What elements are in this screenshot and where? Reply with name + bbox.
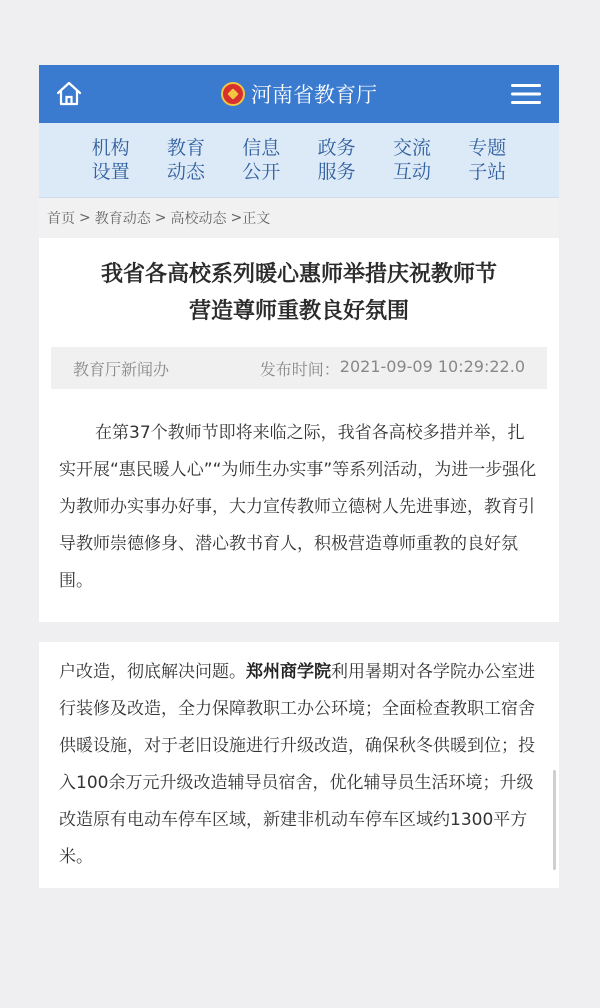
- nav-label: 交流: [392, 137, 431, 159]
- home-icon: [55, 80, 83, 108]
- home-button[interactable]: [55, 80, 83, 108]
- article-card: [39, 238, 559, 622]
- nav-item-special-sites[interactable]: [461, 136, 513, 184]
- nav-item-interaction[interactable]: [386, 136, 438, 184]
- breadcrumb-home[interactable]: 首页: [47, 211, 75, 227]
- nav-label: 教育: [166, 137, 205, 159]
- nav-item-info-disclosure[interactable]: [235, 136, 287, 184]
- article-publish-time: [260, 357, 525, 380]
- article-meta: [51, 347, 547, 389]
- nav-item-education-news[interactable]: [160, 136, 212, 184]
- top-bar: [39, 65, 559, 123]
- nav-label: 专题: [468, 137, 507, 159]
- section-gap: [39, 622, 559, 642]
- body-highlight: 郑州商学院: [246, 662, 331, 682]
- breadcrumb-university-news[interactable]: 高校动态: [170, 211, 227, 227]
- hamburger-menu-icon: [509, 80, 543, 108]
- national-emblem-icon: [221, 82, 245, 106]
- scrollbar[interactable]: [553, 770, 556, 870]
- site-brand[interactable]: [221, 79, 377, 109]
- article-intro-paragraph: 在第37个教师节即将来临之际，我省各高校多措并举，扎实开展“惠民暖人心”“为师生办实事”等系列活动，为进一步强化为教师办实事办好事，大力宣传教师立德树人先进事迹，教育引导教师崇德修身、潜心教书育人，积极营造尊师重教的良好氛围。: [59, 423, 537, 591]
- breadcrumb-separator: >: [79, 210, 91, 226]
- article-source: 教育厅新闻办: [73, 359, 170, 379]
- breadcrumb-separator: >: [154, 210, 167, 226]
- breadcrumb: [39, 198, 559, 238]
- article-body-card: [39, 642, 559, 888]
- article-title-line: 我省各高校系列暖心惠师举措庆祝教师节: [100, 262, 497, 287]
- body-text: 户改造，彻底解决问题。: [59, 662, 246, 682]
- nav-label: 机构: [91, 137, 130, 159]
- page-frame: [39, 65, 559, 888]
- nav-label: 服务: [317, 161, 356, 183]
- nav-item-gov-services[interactable]: [311, 136, 363, 184]
- publish-time-label: 发布时间：: [259, 359, 340, 379]
- article-body-paragraph: [59, 654, 539, 876]
- article-title-line: 营造尊师重教良好氛围: [188, 299, 409, 324]
- site-name: 河南省教育厅: [251, 83, 377, 107]
- publish-time-value: 2021-09-09 10:29:22.0: [339, 356, 525, 376]
- nav-label: 设置: [91, 161, 130, 183]
- breadcrumb-education-news[interactable]: 教育动态: [94, 211, 151, 227]
- nav-item-org[interactable]: [85, 136, 137, 184]
- breadcrumb-current: 正文: [242, 211, 271, 227]
- menu-button[interactable]: [509, 80, 543, 108]
- nav-label: 子站: [468, 161, 507, 183]
- nav-label: 政务: [317, 137, 356, 159]
- body-text: 利用暑期对各学院办公室进行装修及改造，全力保障教职工办公环境；全面检查教职工宿舍供暖设施，对于老旧设施进行升级改造，确保秋冬供暖到位；投入100余万元升级改造辅导员宿舍，优化辅导员生活环境；升级改造原有电动车停车区域，新建非机动车停车区域约1300平方米。: [59, 662, 535, 867]
- breadcrumb-separator: >: [230, 210, 243, 226]
- nav-label: 公开: [242, 161, 281, 183]
- main-nav: [39, 123, 559, 198]
- nav-label: 互动: [392, 161, 431, 183]
- article-title: [39, 238, 559, 330]
- nav-label: 动态: [166, 161, 205, 183]
- nav-label: 信息: [242, 137, 281, 159]
